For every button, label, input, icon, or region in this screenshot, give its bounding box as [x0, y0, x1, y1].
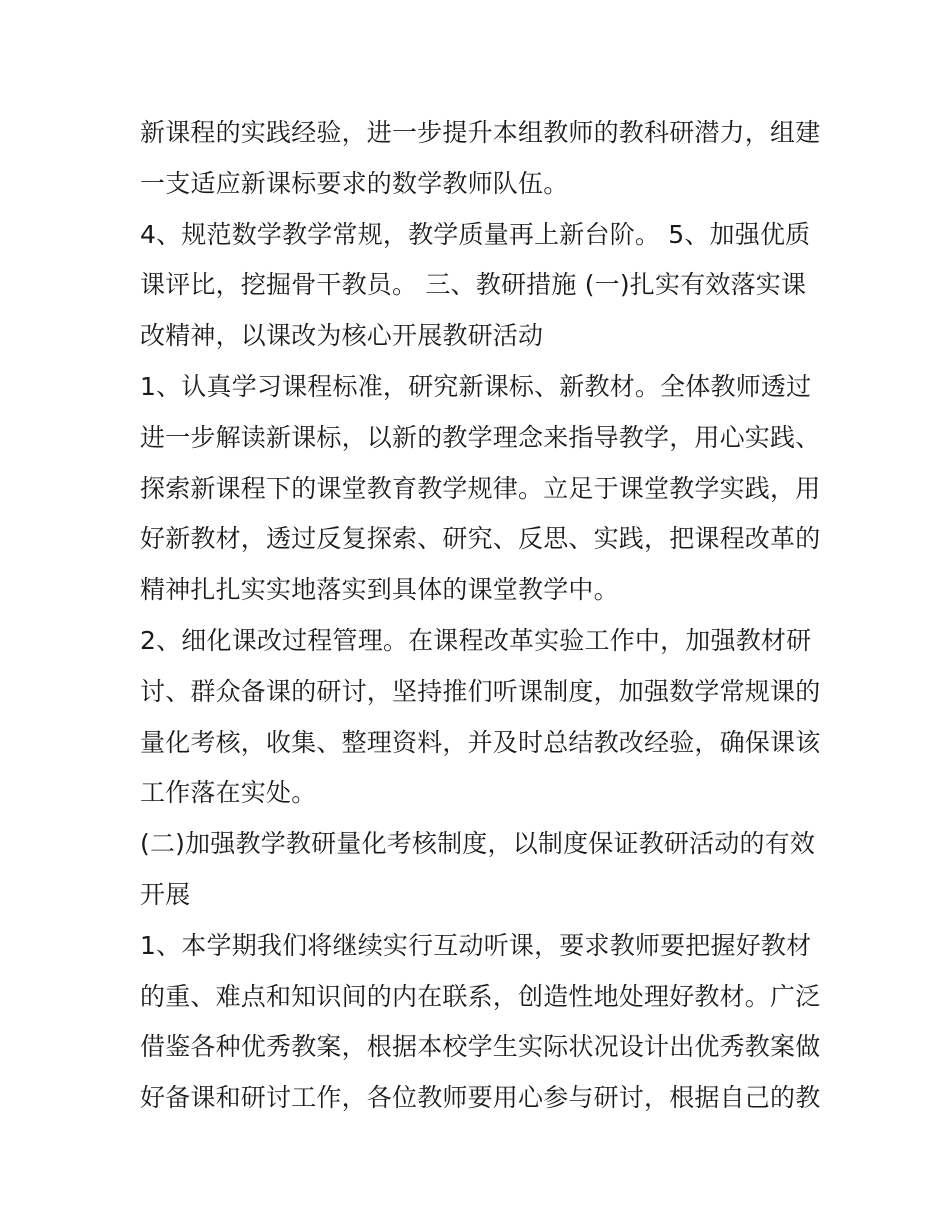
text-line: 新课程的实践经验，进一步提升本组教师的教科研潜力，组建	[140, 118, 821, 147]
text-line: 讨、群众备课的研讨，坚持推们听课制度，加强数学常规课的	[140, 676, 821, 706]
text-line: 课评比，挖掘骨干教员。 三、教研措施 (一)扎实有效落实课	[140, 270, 807, 300]
text-line: 探索新课程下的课堂教育教学规律。立足于课堂教学实践，用	[140, 473, 821, 503]
text-line: 改精神，以课改为核心开展教研活动	[140, 321, 544, 351]
text-line: 1、本学期我们将继续实行互动听课，要求教师要把握好教材	[140, 930, 812, 960]
text-line: 好新教材，透过反复探索、研究、反思、实践，把课程改革的	[140, 524, 821, 554]
text-line: 借鉴各种优秀教案，根据本校学生实际状况设计出优秀教案做	[140, 1032, 821, 1062]
text-line: 精神扎扎实实地落实到具体的课堂教学中。	[140, 575, 619, 605]
text-line: 进一步解读新课标，以新的教学理念来指导教学，用心实践、	[140, 422, 821, 452]
text-line: 开展	[140, 879, 191, 909]
text-line: 4、规范数学教学常规，教学质量再上新台阶。 5、加强优质	[140, 219, 811, 249]
text-line: 好备课和研讨工作，各位教师要用心参与研讨，根据自己的教	[140, 1083, 821, 1113]
text-line: (二)加强教学教研量化考核制度，以制度保证教研活动的有效	[140, 829, 816, 859]
text-line: 工作落在实处。	[140, 778, 317, 808]
text-line: 一支适应新课标要求的数学教师队伍。	[140, 168, 569, 198]
text-line: 的重、难点和知识间的内在联系，创造性地处理好教材。广泛	[140, 981, 821, 1011]
text-line: 2、细化课改过程管理。在课程改革实验工作中，加强教材研	[140, 625, 812, 655]
document-body	[140, 108, 820, 1124]
text-line: 1、认真学习课程标准，研究新课标、新教材。全体教师透过	[140, 371, 812, 401]
text-line: 量化考核，收集、整理资料，并及时总结教改经验，确保课该	[140, 727, 821, 757]
